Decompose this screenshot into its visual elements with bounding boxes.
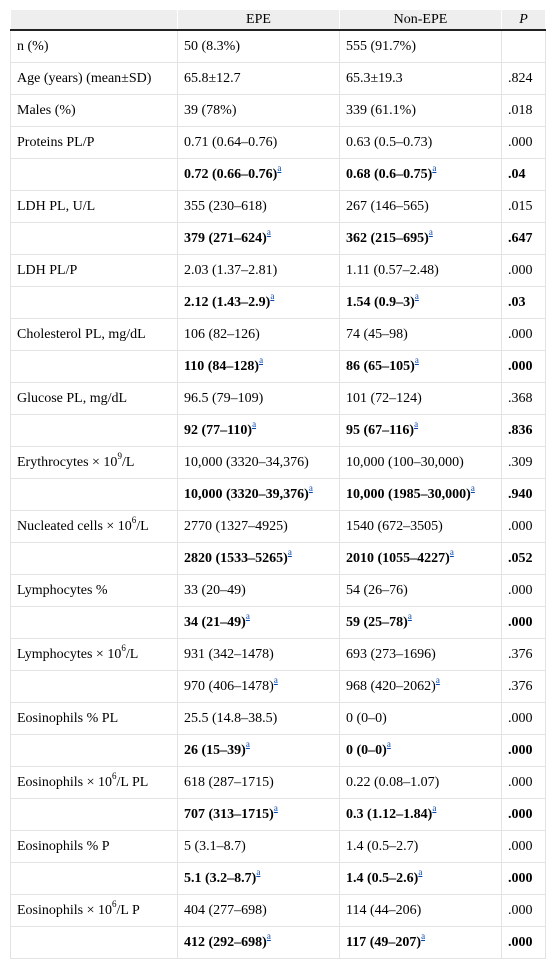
non-epe-value-cell [340, 479, 502, 511]
non-epe-value-cell [340, 639, 502, 671]
p-value: .000 [508, 710, 533, 726]
non-epe-value-cell [340, 95, 502, 127]
p-value-cell [502, 255, 546, 287]
non-epe-value: 114 (44–206) [346, 902, 422, 918]
row-label-cell [11, 639, 178, 671]
non-epe-value: 1.54 (0.9–3) [346, 294, 415, 310]
footnote-link[interactable]: a [414, 290, 419, 301]
epe-value: 26 (15–39) [184, 742, 246, 758]
non-epe-value-cell [340, 191, 502, 223]
header-non-epe: Non-EPE [340, 10, 502, 30]
row-label: Erythrocytes × 10 [17, 454, 118, 470]
epe-value-cell [178, 383, 340, 415]
header-p-value: P [502, 10, 546, 30]
non-epe-value-cell [340, 767, 502, 799]
row-label: Age (years) (mean±SD) [17, 70, 152, 86]
row-label-cell [11, 607, 178, 639]
row-label-cell [11, 191, 178, 223]
header-epe: EPE [178, 10, 340, 30]
p-value-cell [502, 319, 546, 351]
row-label: Glucose PL, mg/dL [17, 390, 128, 406]
epe-value-cell [178, 607, 340, 639]
p-value: .836 [508, 422, 533, 438]
p-value-cell [502, 895, 546, 927]
header-label-cell [11, 10, 178, 30]
row-label-cell [11, 447, 178, 479]
epe-value: 65.8±12.7 [184, 70, 241, 86]
epe-value: 10,000 (3320–34,376) [184, 454, 309, 470]
p-value: .376 [508, 646, 533, 662]
table-row [11, 767, 546, 799]
non-epe-value-cell [340, 831, 502, 863]
table-row [11, 383, 546, 415]
epe-value: 707 (313–1715) [184, 806, 274, 822]
table-row [11, 607, 546, 639]
row-label-cell [11, 383, 178, 415]
row-label-cell [11, 799, 178, 831]
epe-value: 5 (3.1–8.7) [184, 838, 246, 854]
table-row [11, 639, 546, 671]
p-value: .368 [508, 390, 533, 406]
table-row [11, 287, 546, 319]
epe-value-cell [178, 735, 340, 767]
non-epe-value-cell [340, 543, 502, 575]
p-value: .000 [508, 838, 533, 854]
row-label-cell [11, 543, 178, 575]
epe-value: 33 (20–49) [184, 582, 246, 598]
epe-value-cell [178, 255, 340, 287]
p-value-cell [502, 287, 546, 319]
row-label: Males (%) [17, 102, 76, 118]
row-label: Nucleated cells × 10 [17, 518, 132, 534]
non-epe-value-cell [340, 383, 502, 415]
epe-value: 2.12 (1.43–2.9) [184, 294, 271, 310]
epe-value-cell [178, 95, 340, 127]
p-value-cell [502, 159, 546, 191]
row-label-unit: /L [121, 454, 135, 470]
footnote-link[interactable]: a [287, 546, 292, 557]
non-epe-value: 10,000 (1985–30,000) [346, 486, 471, 502]
table-row [11, 223, 546, 255]
p-value-cell [502, 479, 546, 511]
non-epe-value-cell [340, 927, 502, 959]
epe-value: 5.1 (3.2–8.7) [184, 870, 257, 886]
non-epe-value: 1540 (672–3505) [346, 518, 443, 534]
p-value: .940 [508, 486, 533, 502]
row-label-cell [11, 895, 178, 927]
row-label: n (%) [17, 38, 49, 54]
footnote-link[interactable]: a [470, 482, 475, 493]
epe-value-cell [178, 895, 340, 927]
footnote-link[interactable]: a [266, 930, 271, 941]
epe-value: 0.71 (0.64–0.76) [184, 134, 278, 150]
epe-value-cell [178, 639, 340, 671]
p-value-cell [502, 639, 546, 671]
non-epe-value: 86 (65–105) [346, 358, 415, 374]
epe-value-cell [178, 575, 340, 607]
p-value-cell [502, 30, 546, 63]
table-row [11, 927, 546, 959]
table-row [11, 735, 546, 767]
row-label-cell [11, 671, 178, 703]
footnote-link[interactable]: a [432, 802, 437, 813]
p-value-cell [502, 831, 546, 863]
epe-value-cell [178, 671, 340, 703]
epe-value-cell [178, 223, 340, 255]
table-row [11, 831, 546, 863]
epe-value: 110 (84–128) [184, 358, 260, 374]
p-value-cell [502, 511, 546, 543]
non-epe-value: 0 (0–0) [346, 710, 387, 726]
p-value: .000 [508, 902, 533, 918]
row-label-cell [11, 767, 178, 799]
row-label-cell [11, 63, 178, 95]
row-label: Lymphocytes × 10 [17, 646, 122, 662]
p-value-cell [502, 415, 546, 447]
row-label: LDH PL, U/L [17, 198, 96, 214]
non-epe-value-cell [340, 703, 502, 735]
footnote-link[interactable]: a [259, 354, 264, 365]
epe-value: 618 (287–1715) [184, 774, 274, 790]
non-epe-value: 0.68 (0.6–0.75) [346, 166, 433, 182]
p-value: .000 [508, 582, 533, 598]
p-value: .000 [508, 326, 533, 342]
non-epe-value-cell [340, 415, 502, 447]
non-epe-value: 10,000 (100–30,000) [346, 454, 464, 470]
table-row [11, 895, 546, 927]
non-epe-value: 0 (0–0) [346, 742, 387, 758]
p-value-cell [502, 95, 546, 127]
p-value-cell [502, 383, 546, 415]
footnote-link[interactable]: a [277, 162, 282, 173]
non-epe-value: 101 (72–124) [346, 390, 422, 406]
epe-value-cell [178, 479, 340, 511]
row-label-cell [11, 255, 178, 287]
non-epe-value: 0.22 (0.08–1.07) [346, 774, 440, 790]
row-label-cell [11, 479, 178, 511]
epe-value-cell [178, 127, 340, 159]
footnote-link[interactable]: a [266, 226, 271, 237]
non-epe-value-cell [340, 223, 502, 255]
p-value: .647 [508, 230, 533, 246]
row-label-cell [11, 95, 178, 127]
epe-value: 379 (271–624) [184, 230, 267, 246]
non-epe-value: 0.63 (0.5–0.73) [346, 134, 433, 150]
footnote-link[interactable]: a [256, 866, 261, 877]
row-label: Eosinophils % P [17, 838, 110, 854]
p-value-cell [502, 127, 546, 159]
p-value: .03 [508, 294, 526, 310]
row-label-cell [11, 287, 178, 319]
row-label-exponent: 6 [121, 642, 126, 653]
table-row [11, 127, 546, 159]
p-value: .000 [508, 870, 533, 886]
p-value: .000 [508, 358, 533, 374]
p-value: .000 [508, 934, 533, 950]
epe-value: 96.5 (79–109) [184, 390, 264, 406]
p-value: .309 [508, 454, 533, 470]
non-epe-value: 1.11 (0.57–2.48) [346, 262, 439, 278]
table-row [11, 511, 546, 543]
non-epe-value-cell [340, 895, 502, 927]
row-label: Eosinophils × 10 [17, 902, 113, 918]
epe-value-cell [178, 831, 340, 863]
row-label-cell [11, 415, 178, 447]
p-value: .000 [508, 806, 533, 822]
table-row [11, 575, 546, 607]
table-row [11, 703, 546, 735]
epe-value-cell [178, 863, 340, 895]
non-epe-value: 362 (215–695) [346, 230, 429, 246]
non-epe-value-cell [340, 447, 502, 479]
epe-value: 106 (82–126) [184, 326, 260, 342]
footnote-link[interactable]: a [308, 482, 313, 493]
p-value: .000 [508, 262, 533, 278]
p-value-cell [502, 703, 546, 735]
non-epe-value-cell [340, 30, 502, 63]
non-epe-value: 54 (26–76) [346, 582, 408, 598]
p-value: .000 [508, 742, 533, 758]
p-value: .000 [508, 774, 533, 790]
row-label-cell [11, 319, 178, 351]
p-value: .018 [508, 102, 533, 118]
row-label-exponent: 6 [112, 898, 117, 909]
p-value-cell [502, 607, 546, 639]
non-epe-value-cell [340, 255, 502, 287]
non-epe-value-cell [340, 159, 502, 191]
non-epe-value-cell [340, 863, 502, 895]
epe-value: 412 (292–698) [184, 934, 267, 950]
non-epe-value: 555 (91.7%) [346, 38, 416, 54]
footnote-link[interactable]: a [270, 290, 275, 301]
table-row [11, 255, 546, 287]
footnote-link[interactable]: a [435, 674, 440, 685]
epe-value-cell [178, 159, 340, 191]
non-epe-value-cell [340, 607, 502, 639]
non-epe-value: 339 (61.1%) [346, 102, 416, 118]
p-value: .015 [508, 198, 533, 214]
header-row [11, 10, 546, 30]
table-row [11, 63, 546, 95]
non-epe-value: 95 (67–116) [346, 422, 415, 438]
p-value-cell [502, 799, 546, 831]
epe-value: 34 (21–49) [184, 614, 246, 630]
p-value-cell [502, 735, 546, 767]
table-row [11, 351, 546, 383]
row-label-cell [11, 927, 178, 959]
epe-value-cell [178, 703, 340, 735]
p-value-cell [502, 191, 546, 223]
row-label-exponent: 6 [131, 514, 137, 525]
footnote-link[interactable]: a [252, 418, 257, 429]
table-body [11, 30, 546, 959]
row-label-cell [11, 863, 178, 895]
row-label: Eosinophils % PL [17, 710, 119, 726]
table-row [11, 159, 546, 191]
row-label-cell [11, 735, 178, 767]
footnote-link[interactable]: a [273, 674, 278, 685]
row-label-cell [11, 511, 178, 543]
epe-value: 25.5 (14.8–38.5) [184, 710, 278, 726]
epe-value-cell [178, 543, 340, 575]
row-label-unit: /L PL [116, 774, 149, 790]
row-label-cell [11, 703, 178, 735]
row-label-cell [11, 831, 178, 863]
footnote-link[interactable]: a [414, 418, 419, 429]
row-label-cell [11, 30, 178, 63]
non-epe-value-cell [340, 127, 502, 159]
epe-value-cell [178, 351, 340, 383]
epe-value: 2.03 (1.37–2.81) [184, 262, 278, 278]
table-row [11, 95, 546, 127]
non-epe-value: 968 (420–2062) [346, 678, 436, 694]
table-row [11, 543, 546, 575]
table-row [11, 415, 546, 447]
table-row [11, 447, 546, 479]
table-row [11, 319, 546, 351]
non-epe-value: 693 (273–1696) [346, 646, 436, 662]
p-value: .376 [508, 678, 533, 694]
footnote-link[interactable]: a [428, 226, 433, 237]
epe-value: 404 (277–698) [184, 902, 267, 918]
epe-value-cell [178, 799, 340, 831]
p-value-cell [502, 63, 546, 95]
non-epe-value-cell [340, 799, 502, 831]
non-epe-value-cell [340, 671, 502, 703]
p-value: .824 [508, 70, 533, 86]
epe-value: 931 (342–1478) [184, 646, 274, 662]
row-label: Eosinophils × 10 [17, 774, 113, 790]
row-label-unit: /L [136, 518, 149, 534]
non-epe-value: 1.4 (0.5–2.7) [346, 838, 419, 854]
p-value-cell [502, 863, 546, 895]
non-epe-value: 1.4 (0.5–2.6) [346, 870, 419, 886]
footnote-link[interactable]: a [386, 738, 391, 749]
p-value-cell [502, 543, 546, 575]
epe-value: 355 (230–618) [184, 198, 267, 214]
epe-value-cell [178, 511, 340, 543]
table-row [11, 799, 546, 831]
epe-value-cell [178, 287, 340, 319]
p-value: .000 [508, 518, 533, 534]
p-value: .04 [508, 166, 526, 182]
footnote-link[interactable]: a [414, 354, 419, 365]
row-label-cell [11, 351, 178, 383]
row-label-cell [11, 159, 178, 191]
epe-value: 10,000 (3320–39,376) [184, 486, 309, 502]
p-value-cell [502, 671, 546, 703]
table-container [10, 10, 545, 959]
epe-value-cell [178, 767, 340, 799]
non-epe-value: 65.3±19.3 [346, 70, 403, 86]
p-value-cell [502, 767, 546, 799]
row-label-exponent: 9 [117, 450, 122, 461]
non-epe-value-cell [340, 63, 502, 95]
p-value-cell [502, 223, 546, 255]
p-value: .000 [508, 134, 533, 150]
row-label-exponent: 6 [112, 770, 117, 781]
p-value: .052 [508, 550, 533, 566]
non-epe-value: 117 (49–207) [346, 934, 422, 950]
epe-value: 2820 (1533–5265) [184, 550, 288, 566]
footnote-link[interactable]: a [449, 546, 454, 557]
non-epe-value: 59 (25–78) [346, 614, 408, 630]
non-epe-value-cell [340, 287, 502, 319]
row-label-cell [11, 223, 178, 255]
footnote-link[interactable]: a [273, 802, 278, 813]
epe-value-cell [178, 447, 340, 479]
table-row [11, 671, 546, 703]
footnote-link[interactable]: a [432, 162, 437, 173]
non-epe-value-cell [340, 511, 502, 543]
epe-value: 0.72 (0.66–0.76) [184, 166, 278, 182]
non-epe-value: 2010 (1055–4227) [346, 550, 450, 566]
footnote-link[interactable]: a [418, 866, 423, 877]
epe-value: 92 (77–110) [184, 422, 253, 438]
epe-value-cell [178, 191, 340, 223]
table-row [11, 863, 546, 895]
row-label-unit: /L [125, 646, 139, 662]
footnote-link[interactable]: a [245, 610, 250, 621]
non-epe-value: 267 (146–565) [346, 198, 429, 214]
p-value-cell [502, 447, 546, 479]
epe-value-cell [178, 415, 340, 447]
epe-value-cell [178, 319, 340, 351]
row-label-cell [11, 127, 178, 159]
row-label: LDH PL/P [17, 262, 78, 278]
footnote-link[interactable]: a [245, 738, 250, 749]
epe-value-cell [178, 927, 340, 959]
table-header [11, 10, 546, 30]
non-epe-value: 74 (45–98) [346, 326, 408, 342]
table-row [11, 191, 546, 223]
p-value-cell [502, 351, 546, 383]
table-row [11, 479, 546, 511]
row-label: Lymphocytes % [17, 582, 108, 598]
footnote-link[interactable]: a [421, 930, 426, 941]
p-value-cell [502, 575, 546, 607]
footnote-link[interactable]: a [407, 610, 412, 621]
p-value: .000 [508, 614, 533, 630]
non-epe-value-cell [340, 351, 502, 383]
table-row [11, 30, 546, 63]
data-table [10, 10, 546, 959]
epe-value-cell [178, 30, 340, 63]
non-epe-value-cell [340, 319, 502, 351]
row-label-unit: /L P [116, 902, 140, 918]
non-epe-value: 0.3 (1.12–1.84) [346, 806, 433, 822]
epe-value: 50 (8.3%) [184, 38, 240, 54]
epe-value: 2770 (1327–4925) [184, 518, 288, 534]
p-value-cell [502, 927, 546, 959]
epe-value: 970 (406–1478) [184, 678, 274, 694]
non-epe-value-cell [340, 575, 502, 607]
non-epe-value-cell [340, 735, 502, 767]
row-label: Proteins PL/P [17, 134, 95, 150]
row-label-cell [11, 575, 178, 607]
row-label: Cholesterol PL, mg/dL [17, 326, 146, 342]
epe-value: 39 (78%) [184, 102, 237, 118]
epe-value-cell [178, 63, 340, 95]
